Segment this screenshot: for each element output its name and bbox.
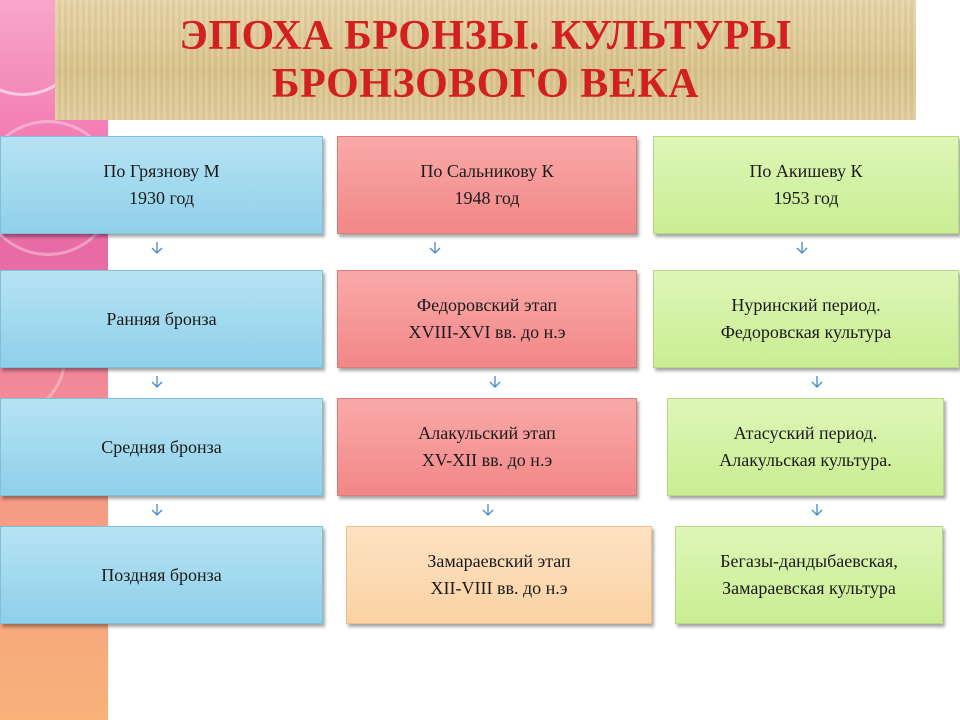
down-arrow-icon bbox=[150, 503, 164, 517]
column-3-item-1-line-1: Нуринский период. bbox=[731, 295, 881, 315]
column-1-header-box bbox=[0, 136, 323, 234]
column-3-header-author: По Акишеву К bbox=[749, 161, 863, 181]
down-arrow-icon bbox=[150, 375, 164, 389]
title-banner bbox=[55, 0, 916, 120]
column-3-item-1-line-2: Федоровская культура bbox=[720, 322, 892, 342]
column-1-header-author: По Грязнову М bbox=[103, 161, 220, 181]
down-arrow-icon bbox=[488, 375, 502, 389]
column-1-item-2-box bbox=[0, 398, 323, 496]
column-1-item-1-text: Ранняя бронза bbox=[106, 308, 217, 329]
column-2-header-box bbox=[337, 136, 637, 234]
column-3-item-1-box bbox=[653, 270, 959, 368]
column-1-item-1-box bbox=[0, 270, 323, 368]
column-2-item-3-line-2: XII-VIII вв. до н.э bbox=[430, 578, 568, 598]
column-2-item-2-line-1: Алакульский этап bbox=[418, 423, 556, 443]
column-1-header-year: 1930 год bbox=[128, 188, 195, 208]
column-2-item-2-box bbox=[337, 398, 637, 496]
column-3-header-box bbox=[653, 136, 959, 234]
down-arrow-icon bbox=[810, 503, 824, 517]
column-3-item-2-box bbox=[667, 398, 944, 496]
column-3-item-2-line-2: Алакульская культура. bbox=[719, 450, 892, 470]
column-2-header-author: По Сальникову К bbox=[420, 161, 554, 181]
page-title-line-2: БРОНЗОВОГО ВЕКА bbox=[271, 61, 700, 107]
column-2-item-2-line-2: XV-XII вв. до н.э bbox=[421, 450, 553, 470]
column-1-item-3-box bbox=[0, 526, 323, 624]
column-2-item-1-box bbox=[337, 270, 637, 368]
down-arrow-icon bbox=[150, 241, 164, 255]
column-2-item-3-box bbox=[346, 526, 652, 624]
down-arrow-icon bbox=[481, 503, 495, 517]
column-1-item-3-text: Поздняя бронза bbox=[101, 564, 222, 585]
page-title-line-1: ЭПОХА БРОНЗЫ. КУЛЬТУРЫ bbox=[179, 13, 792, 59]
column-2-item-1-line-1: Федоровский этап bbox=[416, 295, 558, 315]
column-3-header-year: 1953 год bbox=[773, 188, 839, 208]
down-arrow-icon bbox=[795, 241, 809, 255]
down-arrow-icon bbox=[428, 241, 442, 255]
column-3-item-3-line-2: Замараевская культура bbox=[722, 578, 896, 598]
column-3-item-3-box bbox=[675, 526, 943, 624]
column-1-item-2-text: Средняя бронза bbox=[101, 436, 222, 457]
down-arrow-icon bbox=[810, 375, 824, 389]
column-2-item-1-line-2: XVIII-XVI вв. до н.э bbox=[408, 322, 566, 342]
column-2-header-year: 1948 год bbox=[454, 188, 520, 208]
column-3-item-2-line-1: Атасуский период. bbox=[733, 423, 878, 443]
column-2-item-3-line-1: Замараевский этап bbox=[427, 551, 571, 571]
column-3-item-3-line-1: Бегазы-дандыбаевская, bbox=[720, 551, 898, 571]
